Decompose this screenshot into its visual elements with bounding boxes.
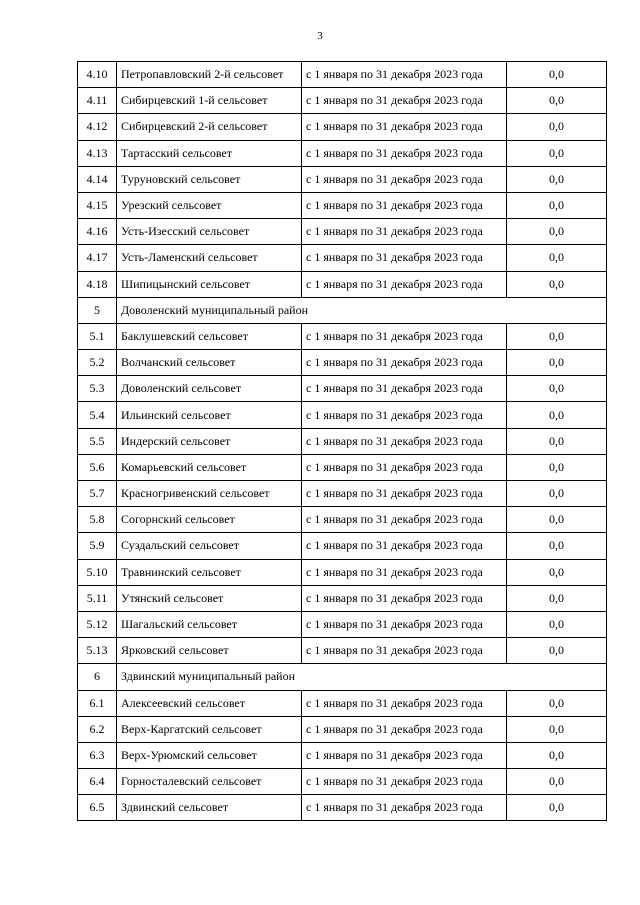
data-table — [77, 61, 607, 821]
table-row — [78, 271, 607, 297]
row-number: 5.2 — [78, 350, 117, 376]
table-row — [78, 88, 607, 114]
table-body — [78, 62, 607, 821]
period-cell: с 1 января по 31 декабря 2023 года — [302, 192, 507, 218]
row-number: 6.2 — [78, 716, 117, 742]
row-number: 5.12 — [78, 611, 117, 637]
settlement-name: Комарьевский сельсовет — [117, 454, 302, 480]
section-row — [78, 297, 607, 323]
settlement-name: Усть-Ламенский сельсовет — [117, 245, 302, 271]
period-cell: с 1 января по 31 декабря 2023 года — [302, 140, 507, 166]
table-row — [78, 62, 607, 88]
row-number: 5.10 — [78, 559, 117, 585]
settlement-name: Сибирцевский 2-й сельсовет — [117, 114, 302, 140]
period-cell: с 1 января по 31 декабря 2023 года — [302, 88, 507, 114]
value-cell: 0,0 — [507, 690, 607, 716]
row-number: 4.15 — [78, 192, 117, 218]
value-cell: 0,0 — [507, 114, 607, 140]
value-cell: 0,0 — [507, 140, 607, 166]
section-row — [78, 664, 607, 690]
row-number: 5.7 — [78, 481, 117, 507]
value-cell: 0,0 — [507, 481, 607, 507]
settlement-name: Верх-Каргатский сельсовет — [117, 716, 302, 742]
value-cell: 0,0 — [507, 271, 607, 297]
row-number: 5 — [78, 297, 117, 323]
period-cell: с 1 января по 31 декабря 2023 года — [302, 585, 507, 611]
row-number: 5.8 — [78, 507, 117, 533]
row-number: 6 — [78, 664, 117, 690]
settlement-name: Петропавловский 2-й сельсовет — [117, 62, 302, 88]
row-number: 4.13 — [78, 140, 117, 166]
table-row — [78, 245, 607, 271]
table-row — [78, 192, 607, 218]
settlement-name: Травнинский сельсовет — [117, 559, 302, 585]
value-cell: 0,0 — [507, 428, 607, 454]
period-cell: с 1 января по 31 декабря 2023 года — [302, 323, 507, 349]
period-cell: с 1 января по 31 декабря 2023 года — [302, 716, 507, 742]
table-row — [78, 742, 607, 768]
value-cell: 0,0 — [507, 611, 607, 637]
settlement-name: Сибирцевский 1-й сельсовет — [117, 88, 302, 114]
row-number: 4.14 — [78, 166, 117, 192]
table-row — [78, 585, 607, 611]
row-number: 5.11 — [78, 585, 117, 611]
settlement-name: Индерский сельсовет — [117, 428, 302, 454]
value-cell: 0,0 — [507, 454, 607, 480]
row-number: 6.1 — [78, 690, 117, 716]
value-cell: 0,0 — [507, 742, 607, 768]
period-cell: с 1 января по 31 декабря 2023 года — [302, 114, 507, 140]
value-cell: 0,0 — [507, 795, 607, 821]
period-cell: с 1 января по 31 декабря 2023 года — [302, 350, 507, 376]
settlement-name: Волчанский сельсовет — [117, 350, 302, 376]
period-cell: с 1 января по 31 декабря 2023 года — [302, 638, 507, 664]
period-cell: с 1 января по 31 декабря 2023 года — [302, 559, 507, 585]
settlement-name: Баклушевский сельсовет — [117, 323, 302, 349]
settlement-name: Красногривенский сельсовет — [117, 481, 302, 507]
period-cell: с 1 января по 31 декабря 2023 года — [302, 533, 507, 559]
row-number: 4.12 — [78, 114, 117, 140]
settlement-name: Ильинский сельсовет — [117, 402, 302, 428]
settlement-name: Верх-Урюмский сельсовет — [117, 742, 302, 768]
settlement-name: Ярковский сельсовет — [117, 638, 302, 664]
value-cell: 0,0 — [507, 62, 607, 88]
settlement-name: Суздальский сельсовет — [117, 533, 302, 559]
value-cell: 0,0 — [507, 716, 607, 742]
row-number: 5.3 — [78, 376, 117, 402]
table-row — [78, 638, 607, 664]
period-cell: с 1 января по 31 декабря 2023 года — [302, 481, 507, 507]
table-row — [78, 114, 607, 140]
row-number: 5.13 — [78, 638, 117, 664]
period-cell: с 1 января по 31 декабря 2023 года — [302, 376, 507, 402]
table-row — [78, 376, 607, 402]
row-number: 4.11 — [78, 88, 117, 114]
value-cell: 0,0 — [507, 192, 607, 218]
period-cell: с 1 января по 31 декабря 2023 года — [302, 742, 507, 768]
period-cell: с 1 января по 31 декабря 2023 года — [302, 271, 507, 297]
value-cell: 0,0 — [507, 245, 607, 271]
row-number: 5.6 — [78, 454, 117, 480]
row-number: 4.10 — [78, 62, 117, 88]
row-number: 5.5 — [78, 428, 117, 454]
period-cell: с 1 января по 31 декабря 2023 года — [302, 219, 507, 245]
table-row — [78, 690, 607, 716]
period-cell: с 1 января по 31 декабря 2023 года — [302, 795, 507, 821]
value-cell: 0,0 — [507, 507, 607, 533]
settlement-name: Утянский сельсовет — [117, 585, 302, 611]
row-number: 6.4 — [78, 769, 117, 795]
table-row — [78, 716, 607, 742]
table-row — [78, 481, 607, 507]
row-number: 4.18 — [78, 271, 117, 297]
settlement-name: Шагальский сельсовет — [117, 611, 302, 637]
value-cell: 0,0 — [507, 376, 607, 402]
table-row — [78, 428, 607, 454]
value-cell: 0,0 — [507, 323, 607, 349]
settlement-name: Согорнский сельсовет — [117, 507, 302, 533]
table-row — [78, 219, 607, 245]
period-cell: с 1 января по 31 декабря 2023 года — [302, 245, 507, 271]
settlement-name: Алексеевский сельсовет — [117, 690, 302, 716]
period-cell: с 1 января по 31 декабря 2023 года — [302, 454, 507, 480]
row-number: 6.3 — [78, 742, 117, 768]
value-cell: 0,0 — [507, 769, 607, 795]
settlement-name: Туруновский сельсовет — [117, 166, 302, 192]
value-cell: 0,0 — [507, 638, 607, 664]
settlement-name: Горносталевский сельсовет — [117, 769, 302, 795]
table-row — [78, 350, 607, 376]
table-row — [78, 769, 607, 795]
value-cell: 0,0 — [507, 88, 607, 114]
value-cell: 0,0 — [507, 402, 607, 428]
table-row — [78, 454, 607, 480]
value-cell: 0,0 — [507, 166, 607, 192]
row-number: 4.17 — [78, 245, 117, 271]
table-row — [78, 140, 607, 166]
settlement-name: Доволенский сельсовет — [117, 376, 302, 402]
table-row — [78, 166, 607, 192]
value-cell: 0,0 — [507, 585, 607, 611]
period-cell: с 1 января по 31 декабря 2023 года — [302, 402, 507, 428]
row-number: 5.1 — [78, 323, 117, 349]
page-number: 3 — [317, 30, 323, 42]
section-title: Доволенский муниципальный район — [117, 297, 607, 323]
settlement-name: Усть-Изесский сельсовет — [117, 219, 302, 245]
period-cell: с 1 января по 31 декабря 2023 года — [302, 166, 507, 192]
period-cell: с 1 января по 31 декабря 2023 года — [302, 62, 507, 88]
row-number: 5.4 — [78, 402, 117, 428]
settlement-name: Шипицынский сельсовет — [117, 271, 302, 297]
period-cell: с 1 января по 31 декабря 2023 года — [302, 769, 507, 795]
table-row — [78, 795, 607, 821]
section-title: Здвинский муниципальный район — [117, 664, 607, 690]
settlement-name: Здвинский сельсовет — [117, 795, 302, 821]
table-row — [78, 323, 607, 349]
table-row — [78, 533, 607, 559]
row-number: 5.9 — [78, 533, 117, 559]
period-cell: с 1 января по 31 декабря 2023 года — [302, 611, 507, 637]
value-cell: 0,0 — [507, 559, 607, 585]
settlement-name: Урезский сельсовет — [117, 192, 302, 218]
table-row — [78, 402, 607, 428]
settlement-name: Тартасский сельсовет — [117, 140, 302, 166]
period-cell: с 1 января по 31 декабря 2023 года — [302, 507, 507, 533]
table-row — [78, 559, 607, 585]
value-cell: 0,0 — [507, 219, 607, 245]
table-row — [78, 507, 607, 533]
value-cell: 0,0 — [507, 350, 607, 376]
value-cell: 0,0 — [507, 533, 607, 559]
period-cell: с 1 января по 31 декабря 2023 года — [302, 428, 507, 454]
row-number: 4.16 — [78, 219, 117, 245]
period-cell: с 1 января по 31 декабря 2023 года — [302, 690, 507, 716]
row-number: 6.5 — [78, 795, 117, 821]
table-row — [78, 611, 607, 637]
